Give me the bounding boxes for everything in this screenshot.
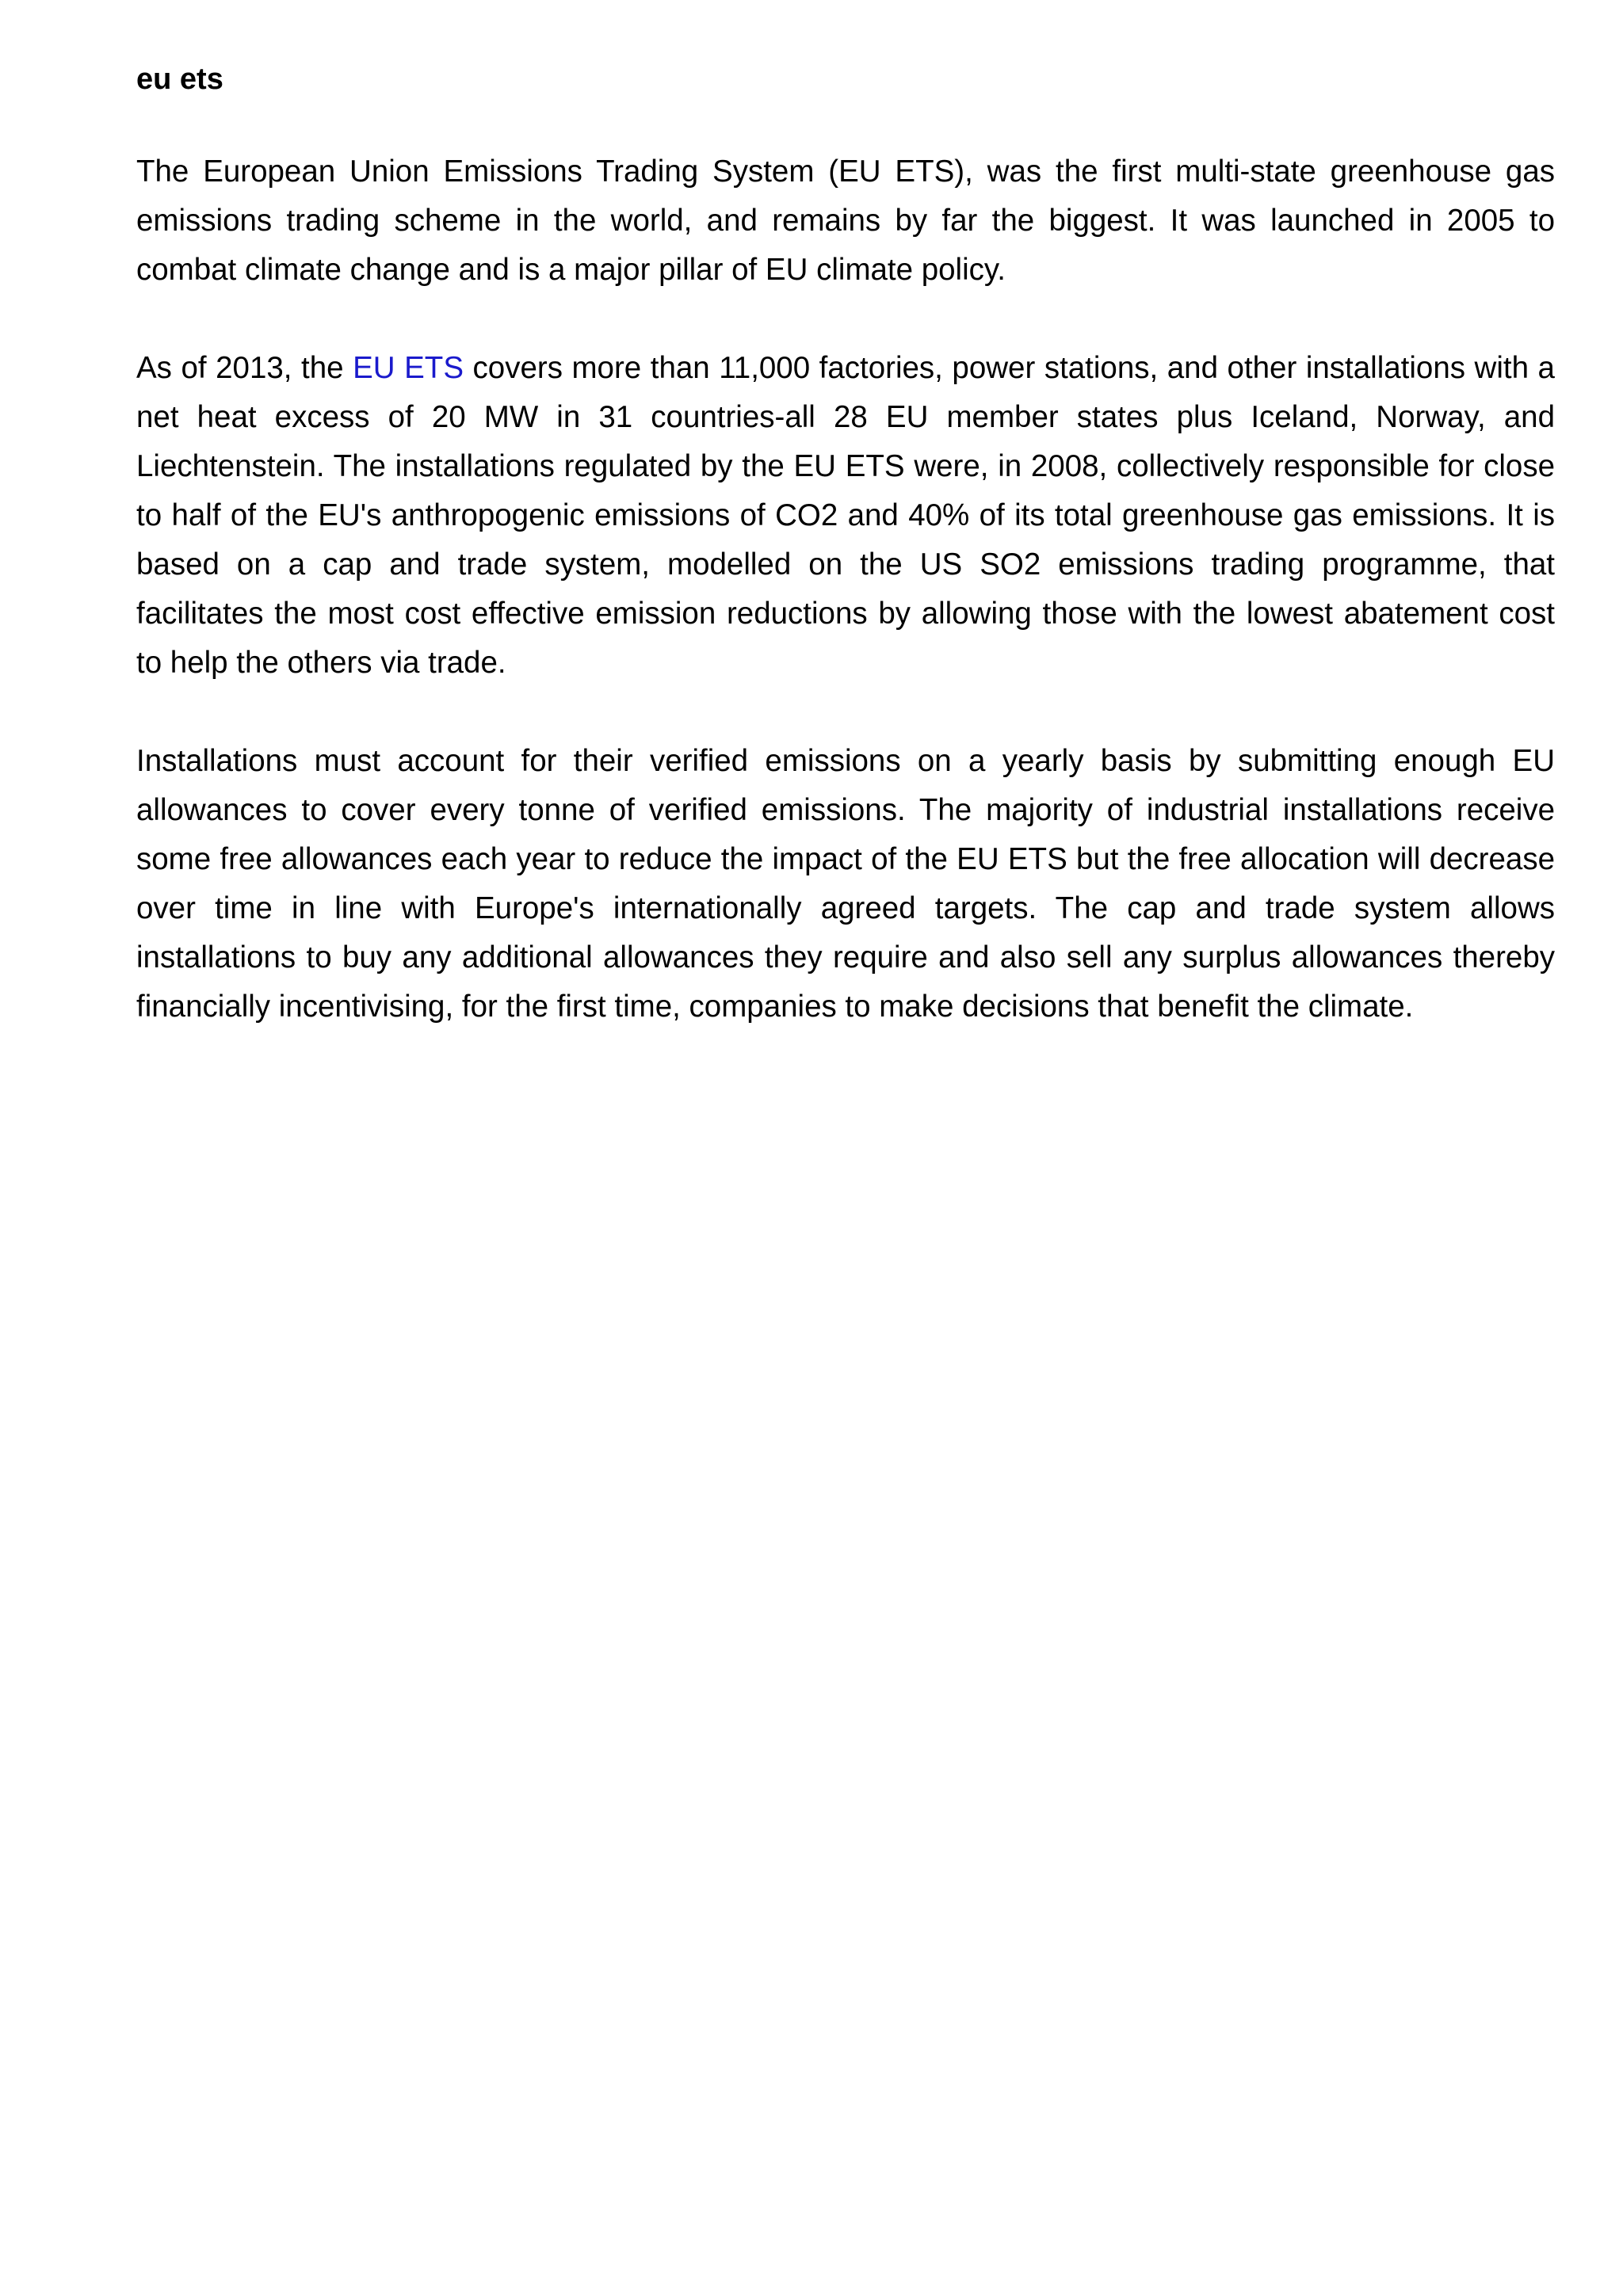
- eu-ets-link[interactable]: EU ETS: [353, 351, 464, 385]
- paragraph-allowances: Installations must account for their verified emissions on a yearly basis by submitting enough EU allowances to cover every tonne of verified emissions. The majority of industrial installations receive some free allowances each year to reduce the impact of the EU ETS but the free allocation will decrease over time in line with Europe's internationally agreed targets. The cap and trade system allows installations to buy any additional allowances they require and also sell any surplus allowances thereby financially incentivising, for the first time, companies to make decisions that benefit the climate.: [136, 744, 1555, 1024]
- document-title: eu ets: [136, 63, 223, 96]
- paragraph-coverage: [136, 344, 1555, 688]
- document-page: [136, 59, 1555, 1081]
- paragraph-coverage-text-before: As of 2013, the: [136, 351, 353, 385]
- paragraph-intro: The European Union Emissions Trading System (EU ETS), was the first multi-state greenhouse gas emissions trading scheme in the world, and remains by far the biggest. It was launched in 2005 to combat climate change and is a major pillar of EU climate policy.: [136, 154, 1555, 287]
- paragraph-coverage-text-after: covers more than 11,000 factories, power stations, and other installations with a net heat excess of 20 MW in 31 countries-all 28 EU member states plus Iceland, Norway, and Liechtenstein. The installations regulated by the EU ETS were, in 2008, collectively responsible for close to half of the EU's anthropogenic emissions of CO2 and 40% of its total greenhouse gas emissions. It is based on a cap and trade system, modelled on the US SO2 emissions trading programme, that facilitates the most cost effective emission reductions by allowing those with the lowest abatement cost to help the others via trade.: [136, 351, 1555, 680]
